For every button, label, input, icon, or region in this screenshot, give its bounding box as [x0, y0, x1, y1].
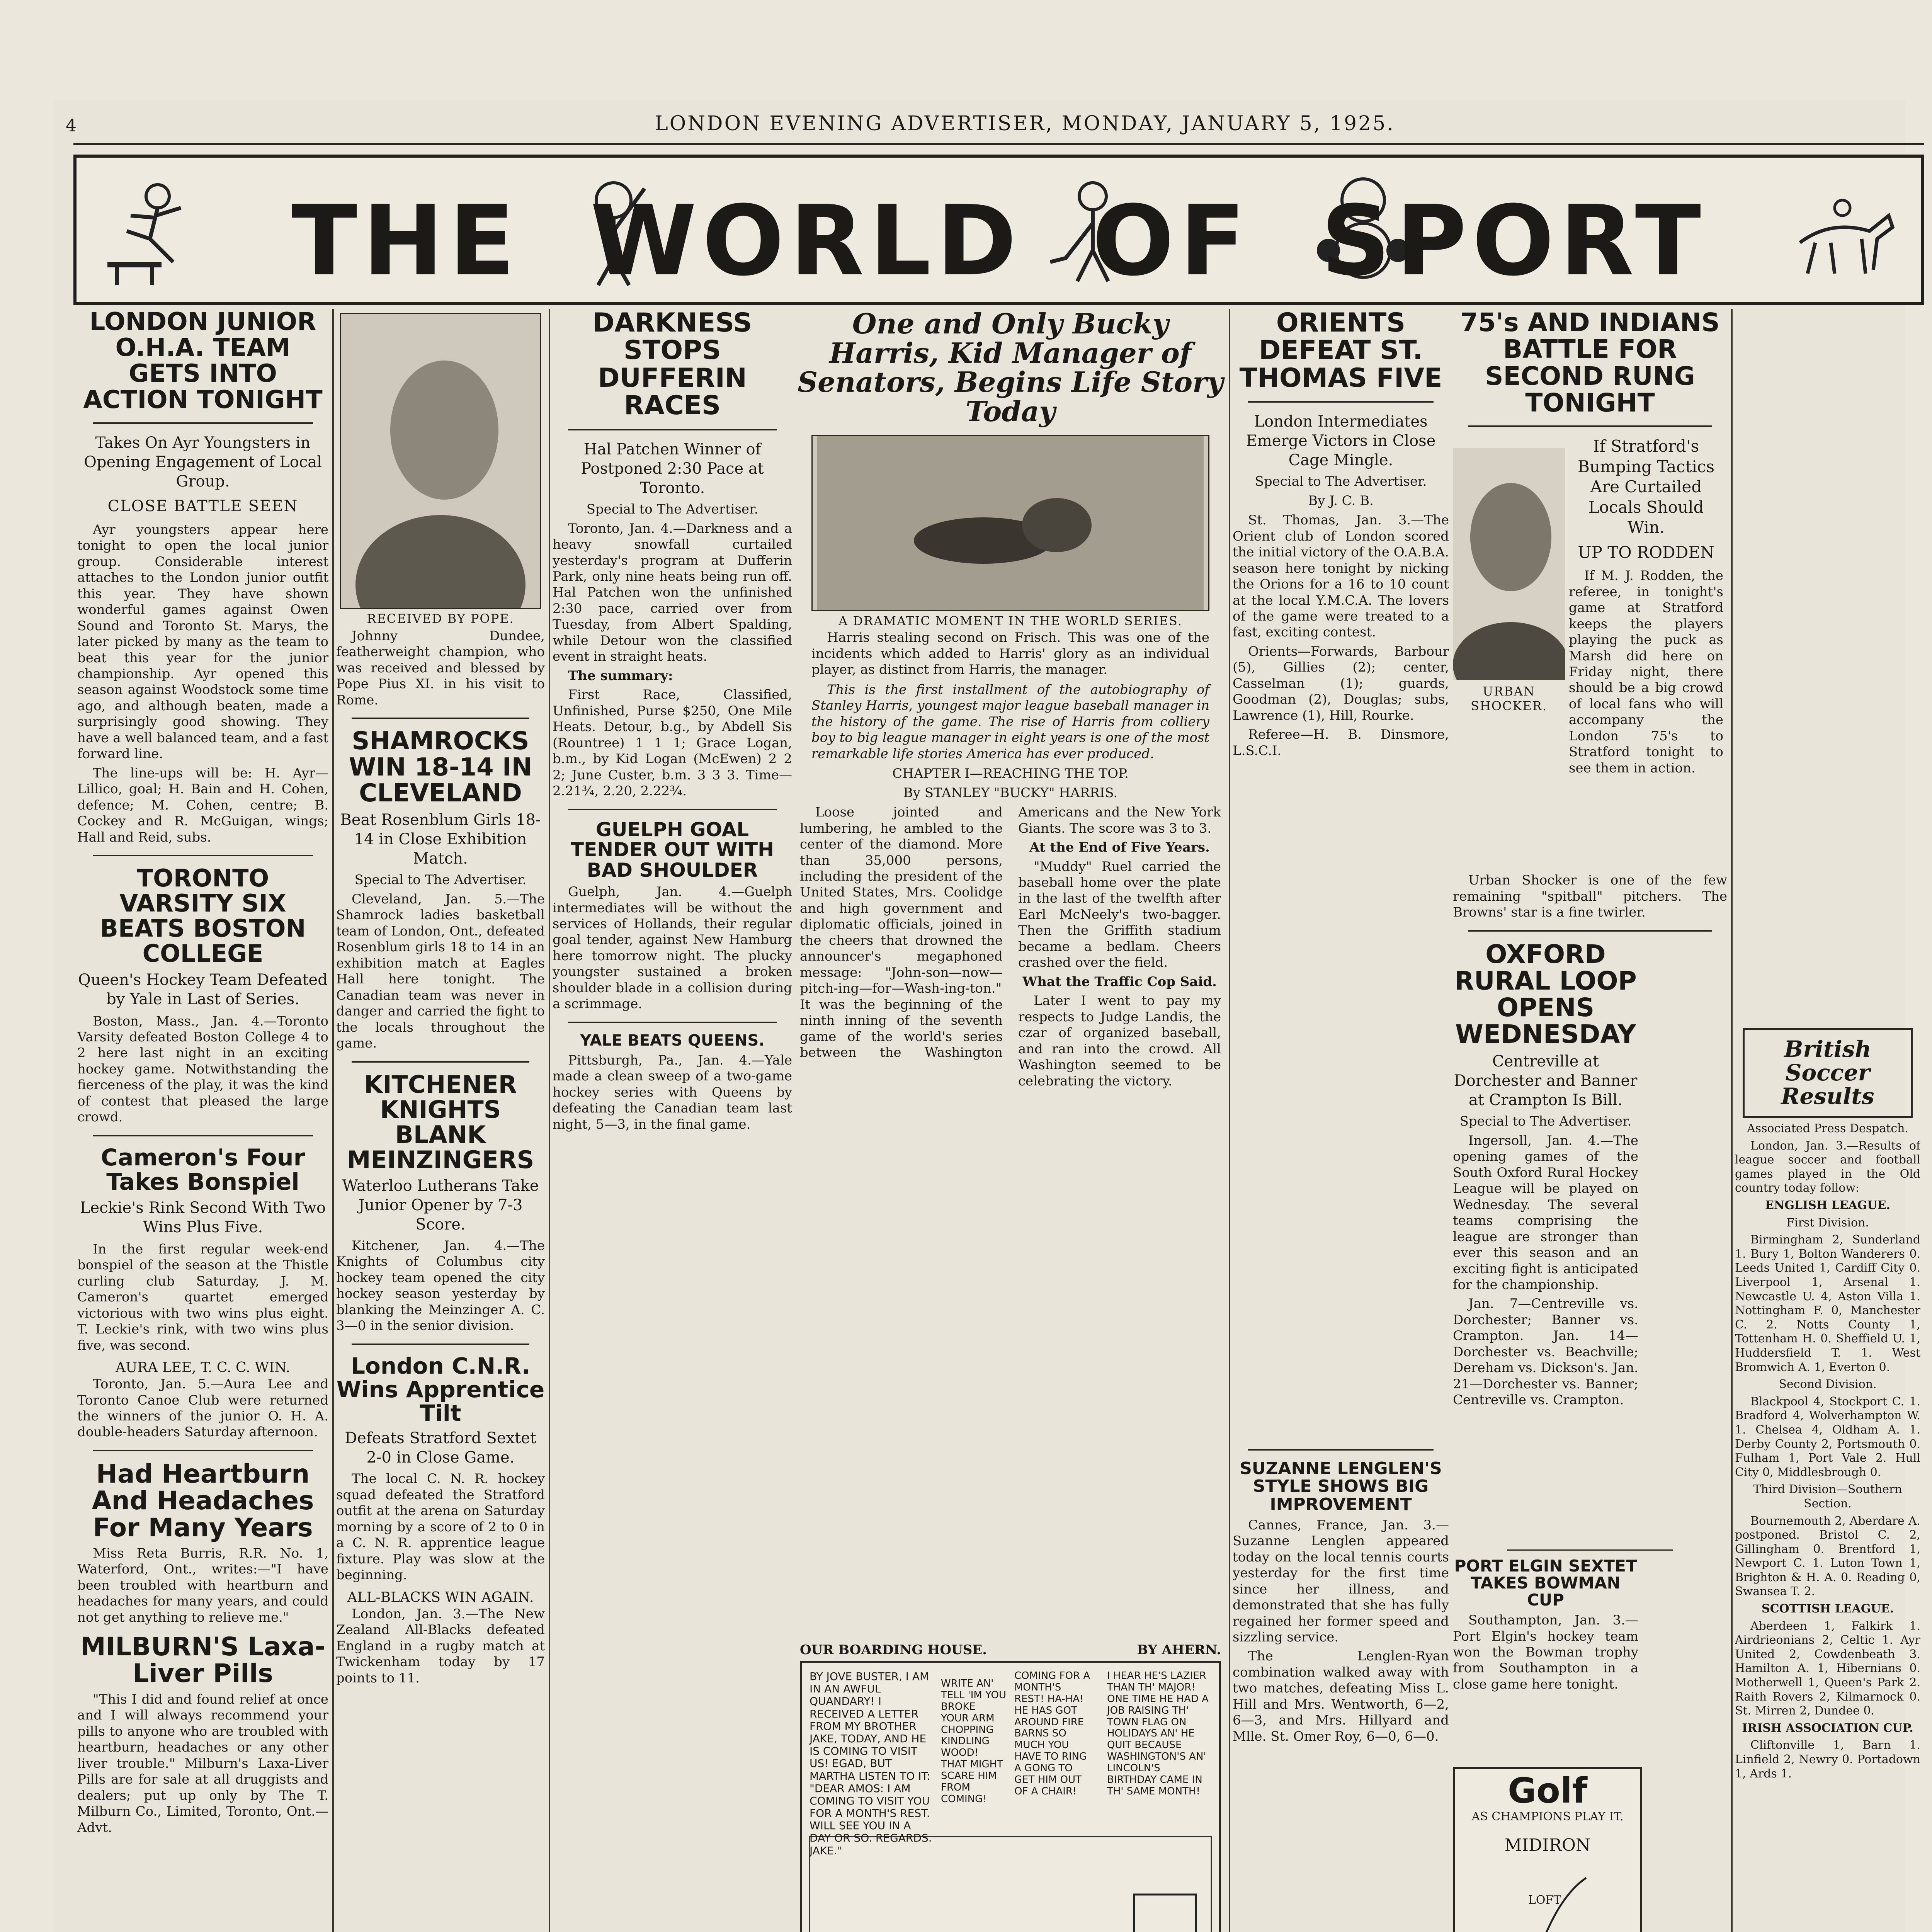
baseball-action-image: [813, 436, 1208, 610]
headline-guelph-goal: GUELPH GOAL TENDER OUT WITH BAD SHOULDER: [570, 818, 774, 881]
divider: [352, 1061, 529, 1063]
headline-orients-defeat: ORIENTS DEFEAT ST. THOMAS FIVE: [1239, 309, 1442, 393]
divider: [1468, 425, 1712, 427]
article-paragraph: Ayr youngsters appear here tonight to open the local junior group. Considerable interest attaches to the London junior outfit this year. They have shown wonderful games against Owen Sound and Toronto St. Marys, the later picked by many as the team to beat this year for the junior championship. Ayr opened this season against Woodstock some time ago, and although beaten, made a surprisingly good showing. They have a well balanced team, and a fast forward line.: [77, 522, 328, 762]
golf-feature-box: [1453, 1767, 1642, 1932]
golf-label-loft: LOFT: [1528, 1893, 1561, 1907]
ad-heartburn-copy: [77, 1546, 328, 1626]
lineup-paragraph: Orients—Forwards, Barbour (5), Gillies (2); center, Casselman (1); guards, Goodman (2), Douglas; subs, Lawrence (1), Hill, Rourke.: [1233, 643, 1449, 723]
comic-title: OUR BOARDING HOUSE.: [800, 1642, 987, 1658]
article-paragraph: Pittsburgh, Pa., Jan. 4.—Yale made a clean sweep of a two-game hockey series with Queens by defeating the Canadian team last night, 5—3, in the final game.: [553, 1052, 792, 1132]
divider: [93, 422, 313, 424]
article-75s-indians: [1569, 568, 1723, 869]
photo-johnny-dundee: [340, 313, 541, 609]
divider: [1507, 1549, 1673, 1551]
lineup-paragraph: The line-ups will be: H. Ayr—Lillico, goal; H. Bain and H. Cohen, defence; M. Cohen, centre; B. Cockey and R. McGuigan, wings; Hall and Reid, subs.: [77, 765, 328, 845]
subhead-up-to-rodden: UP TO RODDEN: [1578, 543, 1714, 562]
article-orients-defeat: [1233, 512, 1449, 1440]
subhead-close-battle: CLOSE BATTLE SEEN: [107, 497, 298, 515]
article-paragraph: Ingersoll, Jan. 4.—The opening games of the South Oxford Rural Hockey League will be played on Wednesday. The several teams comprising the league are stronger than ever this season and an exciting fight is anticipated for the championship.: [1453, 1133, 1638, 1293]
article-paragraph: Toronto, Jan. 5.—Aura Lee and Toronto Canoe Club were returned the winners of the junior O. H. A. double-headers Saturday afternoon.: [77, 1376, 328, 1440]
divider: [1248, 401, 1434, 403]
headline-bucky-harris: One and Only Bucky Harris, Kid Manager of Senators, Begins Life Story Today: [798, 309, 1223, 428]
speech-bubble-boarder: COMING FOR A MONTH'S REST! HA-HA! HE HAS GOT AROUND FIRE BARNS SO MUCH YOU HAVE TO RING A GONG TO GET HIM OUT OF A CHAIR!: [1014, 1670, 1090, 1797]
article-paragraph: Boston, Mass., Jan. 4.—Toronto Varsity defeated Boston College 4 to 2 here last night in an exciting hockey game. Notwithstanding the fierceness of the play, it was the kind of contest that pleased the large crowd.: [77, 1013, 328, 1125]
deck-orients-defeat: London Intermediates Emerge Victors in Close Cage Mingle.: [1246, 413, 1436, 469]
headline-shamrocks: SHAMROCKS WIN 18-14 IN CLEVELAND: [349, 727, 532, 808]
deck-kitchener-knights: Waterloo Lutherans Take Junior Opener by 7-3 Score.: [342, 1177, 539, 1233]
headline-port-elgin: PORT ELGIN SEXTET TAKES BOWMAN CUP: [1454, 1556, 1637, 1609]
subhead-all-blacks: ALL-BLACKS WIN AGAIN.: [347, 1589, 534, 1605]
banner-word-the: THE: [291, 185, 520, 297]
headline-london-cnr: London C.N.R. Wins Apprentice Tilt: [336, 1352, 545, 1426]
schedule-paragraph: Jan. 7—Centreville vs. Dorchester; Banner vs. Crampton. Jan. 14—Dorchester vs. Beachville; Dereham vs. Dickson's. Jan. 21—Dorchester vs. Banner; Centreville vs. Crampton.: [1453, 1296, 1638, 1408]
photo-text: Johnny Dundee, featherweight champion, who was received and blessed by Pope Pius XI. in his visit to Rome.: [336, 628, 545, 708]
article-paragraph: In the first regular week-end bonspiel of the season at the Thistle curling club Saturday, J. M. Cameron's quartet emerged victorious with two wins plus eight. T. Leckie's rink, with two wins plus five, was second.: [77, 1241, 328, 1353]
referee-line: Referee—H. B. Dinsmore, L.S.C.I.: [1233, 727, 1449, 759]
soccer-results-list: [1735, 1139, 1920, 1932]
divider: [568, 1022, 777, 1023]
article-paragraph: The local C. N. R. hockey squad defeated the Stratford outfit at the arena on Saturday morning by a score of 2 to 0 in a C. N. R. apprentice league fixture. Play was slow at the beginning.: [336, 1471, 545, 1583]
photo-text: Harris stealing second on Frisch. This was one of the incidents which added to Harris' glory as an individual player, as distinct from Harris, the manager.: [811, 630, 1209, 678]
divider: [93, 1135, 313, 1136]
column-rule: [549, 309, 550, 1932]
article-darkness-stops: [553, 521, 792, 799]
article-paragraph: Guelph, Jan. 4.—Guelph intermediates will be without the services of Hollands, their regular goal tender, against New Hamburg here tomorrow night. The plucky youngster sustained a broken shoulder blade in a collision during a scrimmage.: [553, 884, 792, 1012]
column-1: [77, 309, 328, 1932]
divider: [1248, 1449, 1434, 1451]
comic-panel: [800, 1661, 1221, 1932]
article-london-cnr: [336, 1471, 545, 1583]
article-toronto-varsity: [77, 1014, 328, 1126]
credit-line: Special to The Advertiser.: [586, 501, 759, 517]
headline-kitchener-knights: KITCHENER KNIGHTS BLANK MEINZINGERS: [347, 1070, 534, 1174]
credit-line: Special to The Advertiser.: [354, 872, 527, 888]
ad-heartburn-headline: Had Heartburn And Headaches For Many Years: [92, 1459, 314, 1543]
headline-lenglen: SUZANNE LENGLEN'S STYLE SHOWS BIG IMPROVEMENT: [1240, 1459, 1442, 1514]
portrait-image: [1453, 448, 1565, 680]
column-rule: [1731, 309, 1733, 1932]
article-paragraph: If M. J. Rodden, the referee, in tonight's game at Stratford keeps the players playing the puck as Marsh did here on Friday night, there should be a big crowd of local fans who will accompany the London 75's to Stratford tonight to see them in action.: [1569, 568, 1723, 776]
article-port-elgin: [1453, 1612, 1638, 1759]
intro-text: This is the first installment of the autobiography of Stanley Harris, youngest major league baseball manager in the history of the game. The rise of Harris from colliery boy to big league manager in eight years is one of the most remarkable life stories America has ever produced.: [811, 682, 1209, 762]
byline: By J. C. B.: [1308, 493, 1374, 509]
deck-london-cnr: Defeats Stratford Sextet 2-0 in Close Game.: [345, 1429, 536, 1467]
column-4: [796, 309, 1225, 1932]
deck-darkness-stops: Hal Patchen Winner of Postponed 2:30 Pace at Toronto.: [581, 440, 764, 497]
golf-subtitle: AS CHAMPIONS PLAY IT.: [1471, 1810, 1624, 1823]
column-7: [1735, 1028, 1920, 1932]
photo-description: [1453, 872, 1727, 920]
irish-cup-results: Cliftonville 1, Barn 1. Linfield 2, Newry 0. Portadown 1, Ards 1.: [1735, 1738, 1920, 1781]
divider: [568, 429, 777, 430]
results-third-division: Bournemouth 2, Aberdare A. postponed. Bristol C. 2, Gillingham 0. Brentford 1, Newport C. 1. Luton Town 1, Brighton & H. A. 0. Reading 0, Swansea T. 2.: [1735, 1514, 1920, 1599]
deck-london-junior: Takes On Ayr Youngsters in Opening Engagement of Local Group.: [84, 434, 322, 490]
headline-london-junior: LONDON JUNIOR O.H.A. TEAM GETS INTO ACTION TONIGHT: [83, 309, 323, 414]
subhead-aura-lee: AURA LEE, T. C. C. WIN.: [115, 1360, 290, 1376]
article-yale-beats-queens: [553, 1053, 792, 1133]
byline: By STANLEY "BUCKY" HARRIS.: [903, 785, 1118, 801]
golf-diagram-title: MIDIRON: [1504, 1835, 1591, 1855]
comic-header: [800, 1642, 1221, 1658]
credit-line: Associated Press Despatch.: [1747, 1121, 1908, 1135]
banner-word-sport: SPORT: [1321, 185, 1707, 297]
comic-our-boarding-house: [800, 1642, 1221, 1932]
column-rule: [332, 309, 334, 1932]
comic-byline: BY AHERN.: [1137, 1642, 1221, 1658]
photo-text: Urban Shocker is one of the few remaining "spitball" pitchers. The Browns' star is a fine twirler.: [1453, 872, 1727, 920]
summary-title: The summary:: [568, 668, 673, 684]
credit-line: Special to The Advertiser.: [1459, 1113, 1632, 1129]
article-paragraph: London, Jan. 3.—The New Zealand All-Blacks defeated England in a rugby match at Twickenham today by 17 points to 11.: [336, 1606, 545, 1686]
article-lenglen: [1233, 1517, 1449, 1745]
article-paragraph: Cleveland, Jan. 5.—The Shamrock ladies basketball team of London, Ont., defeated Rosenblum girls 18 to 14 in an exhibition match at Eagles Hall here tonight. The Canadian team was never in danger and carried the fight to the locals throughout the game.: [336, 891, 545, 1051]
editor-intro: [811, 682, 1209, 762]
article-bucky-harris: [800, 804, 1221, 1519]
article-paragraph: The Lenglen-Ryan combination walked away with two matches, defeating Miss L. Hill and Mrs. Wentworth, 6—2, 6—3, and Mrs. Hillyard and Mlle. St. Omer Roy, 6—0, 6—0.: [1233, 1648, 1449, 1744]
ad-milburn-headline: MILBURN'S Laxa-Liver Pills: [80, 1632, 326, 1689]
ad-paragraph: "This I did and found relief at once and I will always recommend your pills to anyone who are troubled with heartburn, headaches or any other liver trouble." Milburn's Laxa-Liver Pills are for sale at all druggists and dealers; put up only by The T. Milburn Co., Limited, Toronto, Ont.—Advt.: [77, 1691, 328, 1835]
folio-line: LONDON EVENING ADVERTISER, MONDAY, JANUARY 5, 1925.: [655, 112, 1395, 135]
division-third-south: Third Division—Southern Section.: [1753, 1483, 1902, 1510]
soccer-results-title: British Soccer Results: [1781, 1036, 1874, 1109]
deck-oxford-rural: Centreville at Dorchester and Banner at Crampton Is Bill.: [1454, 1052, 1638, 1109]
photo-caption: RECEIVED BY POPE.: [367, 611, 514, 626]
deck-toronto-varsity: Queen's Hockey Team Defeated by Yale in Last of Series.: [78, 971, 328, 1008]
subhead-five-years: At the End of Five Years.: [1029, 840, 1210, 855]
article-cameron-four: [77, 1242, 328, 1354]
results-second-division: Blackpool 4, Stockport C. 1. Bradford 4, Wolverhampton W. 1. Chelsea 4, Oldham A. 1. Derby County 2, Portsmouth 0. Fulham 1, Port Vale 2. Hull City 0, Middlesbrough 0.: [1735, 1395, 1920, 1479]
subhead-traffic-cop: What the Traffic Cop Said.: [1022, 974, 1217, 990]
ad-paragraph: Miss Reta Burris, R.R. No. 1, Waterford, Ont., writes:—"I have been troubled with heartburn and headaches for many years, and could not get anything to relieve me.": [77, 1545, 328, 1625]
headline-cameron-four: Cameron's Four Takes Bonspiel: [100, 1144, 305, 1196]
article-aura-lee: [77, 1376, 328, 1440]
article-paragraph: St. Thomas, Jan. 3.—The Orient club of London scored the initial victory of the O.A.B.A. season here tonight by nicking the Orions for a 16 to 10 count at the local Y.M.C.A. The lovers of the game were treated to a fast, exciting contest.: [1233, 512, 1449, 640]
photo-caption: URBAN SHOCKER.: [1470, 684, 1548, 713]
sport-banner: [73, 155, 1924, 305]
division-first: First Division.: [1786, 1216, 1869, 1230]
speech-bubble-martha: WRITE AN' TELL 'IM YOU BROKE YOUR ARM CHOPPING KINDLING WOOD! THAT MIGHT SCARE HIM FROM COMING!: [941, 1678, 1007, 1805]
article-paragraph: "Muddy" Ruel carried the baseball home over the plate in the last of the twelfth after Earl McNeely's two-bagger. Then the Griffith stadium became a bedlam. Cheers crashed over the field.: [1018, 859, 1221, 971]
chapter-title: CHAPTER I—REACHING THE TOP.: [892, 766, 1129, 782]
divider: [93, 855, 313, 856]
division-second: Second Division.: [1779, 1378, 1877, 1391]
speech-bubble-neighbor: I HEAR HE'S LAZIER THAN TH' MAJOR! ONE TIME HE HAD A JOB RAISING TH' TOWN FLAG ON HOLIDAYS AN' HE QUIT BECAUSE WASHINGTON'S AN' LINCOLN'S BIRTHDAY CAME IN TH' SAME MONTH!: [1107, 1670, 1209, 1797]
folio-rule: [73, 143, 1924, 145]
article-paragraph: Cannes, France, Jan. 3.—Suzanne Lenglen appeared today on the local tennis courts yesterday for the first time since her illness, and demonstrated that she has fully regained her former speed and sizzling service.: [1233, 1517, 1449, 1645]
column-rule: [1229, 309, 1230, 1932]
photo-world-series: [811, 435, 1209, 611]
article-paragraph: Later I went to pay my respects to Judge Landis, the czar of organized baseball, and ran into the crowd. All Washington seemed to be celebrating the victory.: [1018, 993, 1221, 1089]
soccer-results-box: [1743, 1028, 1913, 1118]
golf-shot-arc: [1459, 1832, 1629, 1932]
column-6: [1453, 309, 1727, 1932]
column-5: [1233, 309, 1449, 1932]
headline-oxford-rural: OXFORD RURAL LOOP OPENS WEDNESDAY: [1454, 939, 1637, 1049]
photo-caption: A DRAMATIC MOMENT IN THE WORLD SERIES.: [838, 614, 1182, 629]
photo-description: [811, 630, 1209, 678]
article-paragraph: Toronto, Jan. 4.—Darkness and a heavy snowfall curtailed yesterday's program at Dufferin Park, only nine heats being run off. Hal Patchen won the unfinished 2:30 pace, carried over from Tuesday, from Albert Spalding, while Detour won the classified event in straight heats.: [553, 520, 792, 665]
deck-shamrocks: Beat Rosenblum Girls 18-14 in Close Exhibition Match.: [340, 811, 541, 867]
divider: [1468, 930, 1712, 932]
headline-75s-indians: 75's AND INDIANS BATTLE FOR SECOND RUNG TONIGHT: [1460, 309, 1720, 418]
ad-milburn-copy: [77, 1692, 328, 1836]
results-first-division: Birmingham 2, Sunderland 1. Bury 1, Bolton Wanderers 0. Leeds United 1, Cardiff City 0. Liverpool 1, Arsenal 1. Newcastle U. 4, Aston Villa 1. Nottingham F. 0, Manchester C. 2. Notts County 1, Tottenham H. 0. Sheffield U. 1, Huddersfield T. 1. West Bromwich A. 1, Everton 0.: [1735, 1233, 1920, 1374]
banner-word-of: OF: [1092, 185, 1251, 297]
divider: [568, 809, 777, 810]
divider: [352, 1344, 529, 1345]
headline-toronto-varsity: TORONTO VARSITY SIX BEATS BOSTON COLLEGE: [100, 864, 306, 968]
golf-title: Golf: [1508, 1770, 1587, 1811]
article-oxford-rural: [1453, 1133, 1638, 1543]
banner-title: [77, 185, 1921, 297]
page-number: 4: [66, 116, 77, 136]
deck-cameron-four: Leckie's Rink Second With Two Wins Plus Five.: [80, 1199, 326, 1236]
article-paragraph: Southampton, Jan. 3.—Port Elgin's hockey team won the Bowman trophy from Southampton in a close game here tonight.: [1453, 1612, 1638, 1692]
photo-urban-shocker: [1453, 448, 1565, 713]
portrait-image: [341, 314, 540, 608]
column-2: [336, 309, 545, 1932]
results-scottish: Aberdeen 1, Falkirk 1. Airdrieonians 2, Celtic 1. Ayr United 2, Cowdenbeath 3. Hamilton A. 1, Hibernians 0. Motherwell 1, Queen's Park 2. Raith Rovers 2, Kilmarnock 0. St. Mirren 2, Dundee 0.: [1735, 1619, 1920, 1718]
article-paragraph: Kitchener, Jan. 4.—The Knights of Columbus city hockey team opened the city hockey season yesterday by blanking the Meinzinger A. C. 3—0 in the senior division.: [336, 1238, 545, 1334]
article-guelph-goal: [553, 884, 792, 1012]
banner-word-world: WORLD: [590, 185, 1022, 297]
deck-75s-indians: If Stratford's Bumping Tactics Are Curtailed Locals Should Win.: [1577, 437, 1715, 537]
column-3: [553, 309, 792, 1623]
league-english: ENGLISH LEAGUE.: [1765, 1199, 1890, 1213]
speech-bubble-major: BY JOVE BUSTER, I AM IN AN AWFUL QUANDARY! I RECEIVED A LETTER FROM MY BROTHER JAKE, TODAY, AND HE IS COMING TO VISIT US! EGAD, BUT MARTHA LISTEN TO IT: "DEAR AMOS: I AM COMING TO VISIT YOU FOR A MONTH'S REST. WILL SEE YOU IN A DAY OR SO. REGARDS. JAKE.": [810, 1670, 932, 1857]
article-kitchener-knights: [336, 1238, 545, 1334]
article-london-junior: [77, 522, 328, 845]
golf-diagram: [1459, 1832, 1636, 1932]
divider: [93, 1450, 313, 1451]
credit-line: Special to The Advertiser.: [1255, 474, 1427, 490]
divider: [352, 718, 529, 719]
irish-cup-title: IRISH ASSOCIATION CUP.: [1742, 1721, 1913, 1735]
article-paragraph: Loose jointed and lumbering, he ambled to the center of the diamond. More than 35,000 persons, including the president of the United States, Mrs. Coolidge and high government and diplomatic officials, joined in the cheers that drowned the announcer's megaphoned message: "John-son—now—pitch-ing—for—Wash-ing-ton." It was the beginning of the ninth inning of the seventh game of the world's series between the Washington Americans and the New York Giants. The score was 3 to 3.: [800, 804, 1221, 1061]
article-shamrocks: [336, 891, 545, 1052]
headline-yale-beats-queens: YALE BEATS QUEENS.: [580, 1031, 765, 1049]
headline-darkness-stops: DARKNESS STOPS DUFFERIN RACES: [592, 309, 752, 421]
article-all-blacks: [336, 1606, 545, 1686]
photo-description: [336, 628, 545, 708]
soccer-intro: London, Jan. 3.—Results of league soccer and football games played in the Old country today follow:: [1735, 1139, 1920, 1195]
league-scottish: SCOTTISH LEAGUE.: [1761, 1602, 1894, 1616]
race-summary: First Race, Classified, Unfinished, Purse $250, One Mile Heats. Detour, b.g., by Abdell Sis (Rountree) 1 1 1; Grace Logan, b.m., by Kid Logan (McEwen) 2 2 2; June Custer, b.m. 3 3 3. Time—2.21¾, 2.20, 2.22¾.: [553, 687, 792, 799]
